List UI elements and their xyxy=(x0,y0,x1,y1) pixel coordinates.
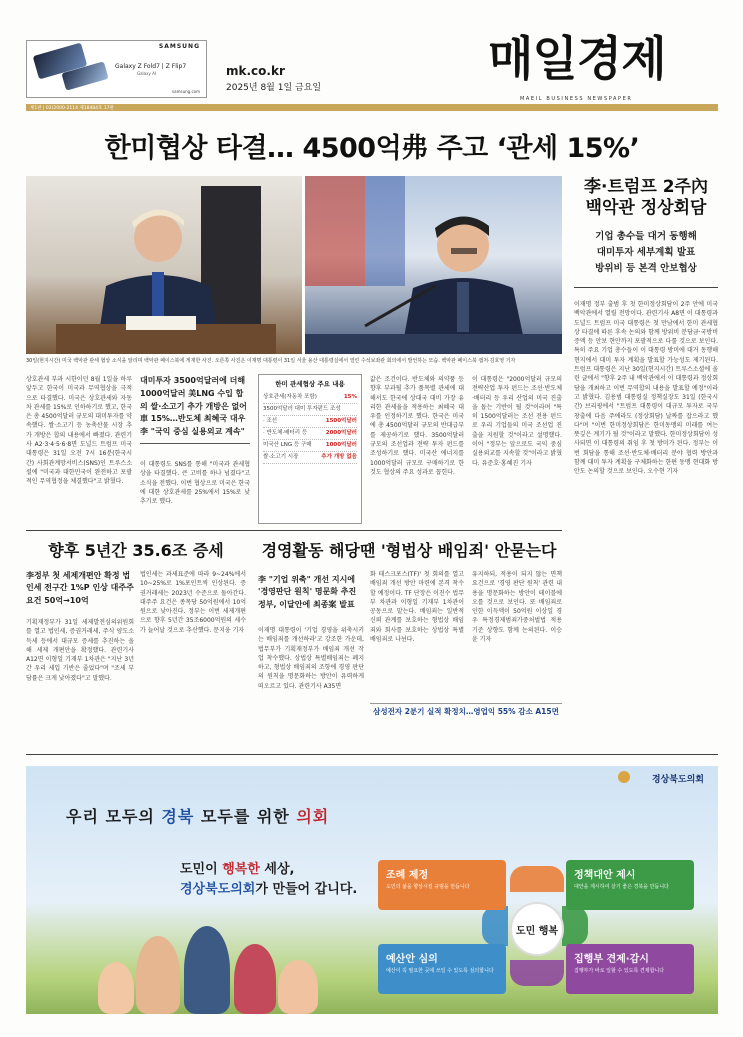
ad-site: samsung.com xyxy=(172,89,200,94)
tariff-value: 추가 개방 없음 xyxy=(321,454,357,460)
ad-slogan xyxy=(66,804,329,827)
person-image xyxy=(136,936,180,1014)
ad-message-part: 행복한 xyxy=(222,862,260,877)
main-headline[interactable]: 한미협상 타결… 4500억弗 주고 ‘관세 15%’ xyxy=(104,133,640,164)
top-advertisement[interactable] xyxy=(26,40,207,98)
ad-model: Galaxy Z Fold7 | Z Flip7 xyxy=(115,63,187,70)
bottom-advertisement[interactable] xyxy=(26,766,718,1014)
ad-center-label: 도민 행복 xyxy=(510,902,564,956)
ad-tile-desc: 집행부가 바로 일할 수 있도록 견제합니다 xyxy=(574,968,665,974)
ad-model-sub: Galaxy AI xyxy=(137,71,157,76)
ad-tile-title: 예산안 심의 xyxy=(386,954,438,965)
side-subheading: 대미투자 세부계획 발표 xyxy=(596,247,696,259)
ad-message xyxy=(180,858,294,877)
side-article-body: 이재명 정부 출범 후 첫 한미정상회담이 2주 안에 미국 백악관에서 열릴 전망이다. 관련기사 A8면 이 대통령과 도널드 트럼프 미국 대통령은 첫 만남에서 한미 관세협상 타결에 따른 후속 논의와 함께 방위비 분담금·국방비 증액 등 안보 현안까지 포괄적으로 다룰 것으로 보인다. 특히 주요 기업 총수들이 이 대통령 방미에 대거 동행해 현지에서 대미 투자 계획을 발표할 가능성도 제기된다. 트럼프 대통령은 지난 30일(현지시간) 트루스소셜에 올린 글에서 "향후 2주 내 백악관에서 이 대통령과 정상회담을 개최하고 이번 무역합의 내용을 발표할 예정"이라고 밝혔다. 김용범 대통령실 정책실장도 31일 (한국시간) 브리핑에서 "트럼프 대통령이 대규모 투자로 국부창출에 다음 주에라도 (정상회담) 날짜를 잡으라고 했다"며 "이번 한미정상회담은 한미동맹의 미래를 여는 뜻깊은 계기가 될 것"이라고 말했다. 한미정상회담이 성사되면 이 대통령의 취임 후 첫 방미가 된다. 정부는 이번 회담을 통해 조선·반도체·배터리 분야 협력 방안과 함께 대미 투자 계획을 구체화하는 한편 동맹 현대화 방안도 논의할 것으로 보인다. 오수현 기자 xyxy=(574,301,718,476)
cycle-arrow xyxy=(510,960,564,986)
tariff-row xyxy=(263,428,357,440)
divider xyxy=(140,443,250,444)
family-photo xyxy=(88,916,338,1014)
ad-tile-desc: 도민의 삶을 향상시킬 규범을 만듭니다 xyxy=(386,884,470,890)
main-article-subheading xyxy=(140,375,250,448)
newspaper-logo-subtitle: MAEIL BUSINESS NEWSPAPER xyxy=(520,96,633,102)
tariff-label: 쌀·소고기 시장 xyxy=(263,454,299,460)
council-seal-icon xyxy=(618,771,630,783)
newspaper-logo: 매일경제 xyxy=(488,32,666,87)
ad-message-part: 가 만들어 갑니다. xyxy=(255,882,358,897)
side-subheading: 방위비 등 본격 안보협상 xyxy=(595,263,697,275)
ad-brand: SAMSUNG xyxy=(158,43,200,50)
ad-tile-budget xyxy=(378,944,506,994)
ad-message-part: 도민이 xyxy=(180,862,223,877)
ad-slogan-part: 경북 xyxy=(161,807,195,826)
photo-lee-illustration xyxy=(305,176,562,354)
ad-tile-policy xyxy=(566,860,694,910)
person-image xyxy=(278,960,318,1014)
ad-message xyxy=(180,878,357,897)
cycle-arrow xyxy=(562,906,588,946)
ad-slogan-part: 우리 모두의 xyxy=(66,807,162,826)
ad-slogan-part: 모두를 위한 xyxy=(194,807,297,826)
cycle-arrow xyxy=(510,866,564,892)
tariff-row xyxy=(263,452,357,464)
breach-headline[interactable]: 경영활동 해당땐 '형법상 배임죄' 안묻는다 xyxy=(261,541,557,560)
person-image xyxy=(234,944,276,1014)
ad-message-part: 경상북도의회 xyxy=(180,882,256,897)
photo-trump-illustration xyxy=(26,176,302,354)
ad-council-name: 경상북도의회 xyxy=(651,775,704,785)
breach-article-body: 유지하되, 적용이 되지 않는 면책 요건으로 '경영 판단 원칙' 관련 내용을 명문화하는 방안이 테이블에 오를 것으로 보인다. 또 배임죄로 인한 이득액이 50억원 이상일 경우 특정경제범죄가중처벌법 적용 기준 상향도 함께 논의된다. 이승윤 기자 xyxy=(472,571,562,644)
tax-headline[interactable]: 향후 5년간 35.6조 증세 xyxy=(48,541,224,560)
tariff-value: 1000억달러 xyxy=(325,442,357,448)
ad-tile-ordinance xyxy=(378,860,506,910)
photo-lee-speaking[interactable] xyxy=(305,176,562,354)
ad-tile-desc: 대안을 제시하여 살기 좋은 경북을 만듭니다 xyxy=(574,884,669,890)
tariff-row xyxy=(263,440,357,452)
person-image xyxy=(98,962,134,1014)
ad-message-part: 세상, xyxy=(259,862,295,877)
ad-tile-desc: 예산이 꼭 필요한 곳에 쓰일 수 있도록 심의합니다 xyxy=(386,968,494,974)
divider xyxy=(26,754,718,755)
side-subheadings xyxy=(574,229,718,277)
tariff-row xyxy=(263,392,357,404)
main-article-body: 이 대통령은 "2000억달러 규모의 전략산업 투자 펀드는 조선·반도체·배터리 등 우리 산업의 미국 진출을 돕는 기반이 될 것"이라며 "특히 1500억달러는 조선 전용 펀드로 우리 기업들의 미국 조선업 진출을 지원할 것"이라고 설명했다. 이어 "정부는 앞으로도 국익 중심 실용외교를 지속할 것"이라고 밝혔다. 유준호·홍혜진 기자 xyxy=(472,376,562,467)
photo-caption: 30일(현지시간) 미국 백악관 관세 협상 소식을 알리며 백악관 페이스북에 게재한 사진. 오른쪽 사진은 이재명 대통령이 31일 서울 용산 대통령실에서 열린 수석보좌관 회의에서 발언하는 모습. 백악관 페이스북 캡처·김호영 기자 xyxy=(26,358,516,364)
site-url[interactable]: mk.co.kr xyxy=(226,64,285,78)
tariff-label: 미국산 LNG 등 구매 xyxy=(263,442,312,448)
tariff-value: 2000억달러 xyxy=(325,430,357,436)
tariff-label: · 반도체·배터리 등 xyxy=(263,430,308,436)
tariff-row xyxy=(263,404,357,416)
tariff-label: 3500억달러 대미 투자펀드 조성 xyxy=(263,406,341,412)
ad-tile-oversight xyxy=(566,944,694,994)
issue-info: 제1판 | 02)2000-2114 제18484호 17판 xyxy=(30,106,114,111)
main-article-subheading-text: 대미투자 3500억달러에 더해 1000억달러 美LNG 수입 합의 쌀·소고기 추가 개방은 없어 車 15%…반도체 최혜국 대우 李 "국익 중심 실용외교 계속" xyxy=(140,376,247,437)
main-article-body: 값은 조건이다. 반도체와 의약품 등 향후 부과될 추가 품목별 관세에 대해서도 한국에 상대국 대비 가장 유리한 관세율을 적용하는 최혜국 대우를 인정하기로 했다. 한국은 미국에 총 4500억달러 규모의 반대급부를 제공하기로 했다. 3500억달러 규모의 조선업과 전략 투자 펀드를 조성하기로 했다. 미국산 에너지를 1000억달러 규모로 구매하기로 한 것도 협상의 주요 성과로 꼽힌다. xyxy=(370,376,464,476)
tariff-label: · 조선 xyxy=(263,418,278,424)
ad-tile-title: 집행부 견제·감시 xyxy=(574,954,649,965)
photo-trump-signing[interactable] xyxy=(26,176,302,354)
tariff-value: 15% xyxy=(343,394,357,400)
side-subheading: 기업 총수들 대거 동행해 xyxy=(595,231,697,242)
divider xyxy=(26,530,562,531)
tariff-box-title: 한미 관세협상 주요 내용 xyxy=(275,380,345,388)
breach-article-body: 이재명 대통령이 '기업 경영을 위축시키는 배임죄를 개선하라'고 강조한 가운데, 법무부가 기획재정부가 배임죄 개선 작업 착수했다. 상법상 특별배임죄는 폐지하고, 형법상 배임죄의 조항에 경영 판단의 원칙을 명문화하는 방안이 유력하게 떠오르고 있다. 관련기사 A35면 xyxy=(258,627,364,690)
divider xyxy=(574,287,718,288)
issue-date: 2025년 8월 1일 금요일 xyxy=(226,83,322,93)
promo-link[interactable]: 삼성전자 2분기 실적 확정치…영업익 55% 감소 A15면 xyxy=(370,703,562,717)
tariff-label: 상호관세(자동차 포함) xyxy=(263,394,317,400)
tariff-summary-box xyxy=(258,374,362,524)
masthead-rule xyxy=(26,104,718,111)
side-headline[interactable]: 李·트럼프 2주內 백악관 정상회담 xyxy=(584,177,708,219)
tax-article-body: 기획재정부가 31일 세제발전심의위원회를 열고 법인세, 증권거래세, 주식 양도소득세 등에서 대규모 증세를 추진하는 올해 세제 개편안을 확정했다. 관련기사 A12면 이형일 기재부 1차관은 "지난 3년간 우리 세입 기반은 줄었다"며 "조세 부담률은 크게 낮아졌다"고 말했다. xyxy=(26,619,134,682)
breach-article-body: 화 태스크포스(TF)' 첫 회의를 열고 배임죄 개선 방안 마련에 본격 착수할 예정이다. TF 단장은 이진수 법무부 차관과 이형일 기재부 1차관이 공동으로 맡는다. 배임죄는 일반적 신뢰 관계를 보호하는 형법상 배임죄와 회사를 보호하는 상법상 특별배임죄로 나뉜다. xyxy=(370,571,464,644)
person-image xyxy=(184,926,230,1014)
ad-slogan-part: 의회 xyxy=(296,807,330,826)
cycle-arrow xyxy=(482,906,508,946)
ad-tile-title: 조례 제정 xyxy=(386,870,429,881)
tariff-value: 1500억달러 xyxy=(325,418,357,424)
main-article-body: 상호관세 부과 시한이던 8월 1일을 하루 앞두고 한국이 미국과 무역협상을 극적으로 타결했다. 미국은 상호관세와 자동차 관세를 15%로 인하하기로 했고, 한국은 총 4500억달러 규모의 대미투자를 약속했다. 쌀·소고기 등 농축산물 시장 추가 개방은 합의 내용에서 빠졌다. 관련기사 A2·3·4·5·6·8면 도널드 트럼프 미국 대통령은 31일 오전 7시 16분(한국시간) 사회관계망서비스(SNS)인 트루스소셜에 "미국과 대한민국이 완전하고 포괄적인 무역협정을 체결했다"고 밝혔다. xyxy=(26,376,132,486)
main-article-body: 이 대통령도 SNS를 통해 "미국과 관세협상을 타결했다. 큰 고비를 하나 넘겼다"고 소식을 전했다. 이번 협상으로 미국은 한국에 대한 상호관세를 25%에서 15%로 낮추기로 했다. xyxy=(140,461,250,506)
ad-tile-title: 정책대안 제시 xyxy=(574,870,636,881)
tax-article-body: 법인세는 과세표준에 따라 9~24%에서 10~25%로 1%포인트씩 인상된다. 증권거래세는 2023년 수준으로 돌아간다. 대주주 요건은 종목당 50억원에서 10억원으로 낮아진다. 정부는 이번 세제개편으로 향후 5년간 35조6000억원의 세수가 늘어날 것으로 추산했다. 문지웅 기자 xyxy=(140,571,246,634)
tariff-row xyxy=(263,416,357,428)
breach-subheading: 李 "기업 위축" 개선 지시에 '경영판단 원칙' 명문화 추진 정부, 이달안에 최종案 발표 xyxy=(258,575,357,609)
tax-subheading: 李정부 첫 세제개편안 확정 법인세 전구간 1%P 인상 대주주 요건 50억→10억 xyxy=(26,571,134,605)
